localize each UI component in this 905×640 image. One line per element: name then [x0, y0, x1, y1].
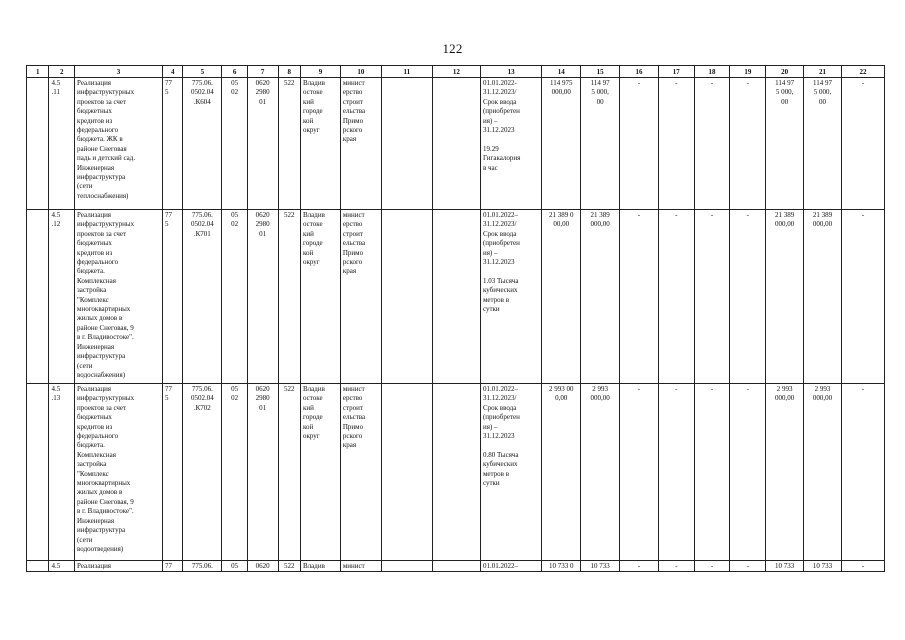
col-header-8: 8 [278, 66, 300, 78]
cell-col19: - [730, 561, 766, 572]
cell-col22: - [841, 78, 884, 210]
cell-municipality: Владив остоке кий городе кой округ [301, 384, 341, 561]
cell-amount-15: 114 97 5 000, 00 [581, 78, 620, 210]
cell-col4: 77 5 [162, 210, 182, 384]
cell-responsible: минист ерство строит ельства Примо рского края [340, 78, 381, 210]
cell-amount-20: 21 389 000,00 [766, 210, 804, 384]
cell-col1 [27, 561, 49, 572]
cell-code: 775.06. 0502.04 .К604 [183, 78, 222, 210]
cell-expense-type: 522 [278, 384, 300, 561]
cell-target-article: 0620 [247, 561, 278, 572]
table-row [27, 561, 885, 572]
cell-col19: - [730, 78, 766, 210]
cell-col22: - [841, 384, 884, 561]
cell-col4: 77 5 [162, 384, 182, 561]
cell-deadline: 01.01.2022- 31.12.2023/ Срок ввода (приобретен ия) – 31.12.2023 19.29 Гигакалория в час [480, 78, 541, 210]
col-header-3: 3 [75, 66, 163, 78]
cell-amount-20: 10 733 [766, 561, 804, 572]
cell-expense-type: 522 [278, 78, 300, 210]
cell-amount-21: 114 97 5 000, 00 [804, 78, 842, 210]
cell-deadline: 01.01.2022– 31.12.2023/ Срок ввода (приобретен ия) – 31.12.2023 0.80 Тысяча кубических метров в сутки [480, 384, 541, 561]
table-row [27, 210, 885, 384]
cell-amount-21: 2 993 000,00 [804, 384, 842, 561]
cell-amount-14: 21 389 0 00,00 [542, 210, 581, 384]
cell-item-number: 4.5 .12 [49, 210, 75, 384]
cell-col18: - [694, 210, 730, 384]
cell-amount-20: 114 97 5 000, 00 [766, 78, 804, 210]
col-header-14: 14 [542, 66, 581, 78]
col-header-16: 16 [620, 66, 659, 78]
cell-col17: - [658, 561, 694, 572]
col-header-13: 13 [480, 66, 541, 78]
cell-code: 775.06. 0502.04 .К701 [183, 210, 222, 384]
cell-amount-14: 10 733 0 [542, 561, 581, 572]
cell-target-article: 0620 2980 01 [247, 210, 278, 384]
cell-section: 05 02 [222, 210, 248, 384]
cell-col16: - [620, 561, 659, 572]
col-header-9: 9 [301, 66, 341, 78]
cell-amount-15: 21 389 000,00 [581, 210, 620, 384]
cell-responsible: минист ерство строит ельства Примо рского края [340, 384, 381, 561]
cell-amount-20: 2 993 000,00 [766, 384, 804, 561]
col-header-12: 12 [432, 66, 480, 78]
cell-col17: - [658, 384, 694, 561]
header-row [27, 66, 885, 78]
cell-municipality: Владив остоке кий городе кой округ [301, 78, 341, 210]
cell-col22: - [841, 210, 884, 384]
col-header-1: 1 [27, 66, 49, 78]
cell-col16: - [620, 210, 659, 384]
cell-deadline: 01.01.2022– 31.12.2023/ Срок ввода (приобретен ия) – 31.12.2023 1.03 Тысяча кубических метров в сутки [480, 210, 541, 384]
cell-project-name: Реализация инфраструктурных проектов за счет бюджетных кредитов из федерального бюджета. ЖК в районе Снеговая падь и детский сад. Инженерная инфраструктура (сети теплоснабжения) [75, 78, 163, 210]
cell-col4: 77 5 [162, 78, 182, 210]
cell-col12 [432, 561, 480, 572]
page-number: 122 [442, 41, 463, 56]
cell-col19: - [730, 210, 766, 384]
cell-col18: - [694, 561, 730, 572]
cell-project-name: Реализация инфраструктурных проектов за счет бюджетных кредитов из федерального бюджета. Комплексная застройка "Комплекс многоквартирных жилых домов в районе Снеговая, 9 в г. Владивостоке". Инженерная инфраструктура (сети водоотведения) [75, 384, 163, 561]
cell-municipality: Владив [301, 561, 341, 572]
cell-target-article: 0620 2980 01 [247, 384, 278, 561]
col-header-15: 15 [581, 66, 620, 78]
cell-amount-15: 10 733 [581, 561, 620, 572]
cell-col4: 77 [162, 561, 182, 572]
cell-col1 [27, 210, 49, 384]
col-header-20: 20 [766, 66, 804, 78]
cell-amount-14: 2 993 00 0,00 [542, 384, 581, 561]
cell-amount-21: 21 389 000,00 [804, 210, 842, 384]
cell-responsible: минист ерство строит ельства Примо рского края [340, 210, 381, 384]
cell-section: 05 02 [222, 78, 248, 210]
col-header-17: 17 [658, 66, 694, 78]
cell-col16: - [620, 384, 659, 561]
col-header-21: 21 [804, 66, 842, 78]
cell-col22: - [841, 561, 884, 572]
cell-deadline: 01.01.2022– [480, 561, 541, 572]
table-row [27, 384, 885, 561]
cell-responsible: минист [340, 561, 381, 572]
col-header-11: 11 [381, 66, 432, 78]
cell-col18: - [694, 78, 730, 210]
cell-col11 [381, 384, 432, 561]
col-header-18: 18 [694, 66, 730, 78]
table-row [27, 78, 885, 210]
cell-col11 [381, 561, 432, 572]
cell-code: 775.06. 0502.04 .К702 [183, 384, 222, 561]
cell-col17: - [658, 78, 694, 210]
cell-project-name: Реализация инфраструктурных проектов за счет бюджетных кредитов из федерального бюджета. Комплексная застройка "Комплекс многоквартирных жилых домов в районе Снеговая, 9 в г. Владивостоке". Инженерная инфраструктура (сети водоснабжения) [75, 210, 163, 384]
cell-col12 [432, 210, 480, 384]
cell-amount-14: 114 975 000,00 [542, 78, 581, 210]
cell-section: 05 [222, 561, 248, 572]
cell-col12 [432, 78, 480, 210]
cell-col1 [27, 384, 49, 561]
col-header-22: 22 [841, 66, 884, 78]
cell-item-number: 4.5 .13 [49, 384, 75, 561]
cell-col11 [381, 78, 432, 210]
col-header-7: 7 [247, 66, 278, 78]
cell-col12 [432, 384, 480, 561]
cell-amount-21: 10 733 [804, 561, 842, 572]
col-header-5: 5 [183, 66, 222, 78]
cell-section: 05 02 [222, 384, 248, 561]
cell-col19: - [730, 384, 766, 561]
cell-project-name: Реализация [75, 561, 163, 572]
cell-target-article: 0620 2980 01 [247, 78, 278, 210]
col-header-19: 19 [730, 66, 766, 78]
cell-expense-type: 522 [278, 561, 300, 572]
cell-item-number: 4.5 [49, 561, 75, 572]
cell-col1 [27, 78, 49, 210]
cell-col17: - [658, 210, 694, 384]
col-header-2: 2 [49, 66, 75, 78]
cell-municipality: Владив остоке кий городе кой округ [301, 210, 341, 384]
cell-expense-type: 522 [278, 210, 300, 384]
cell-col16: - [620, 78, 659, 210]
register-table [26, 65, 885, 572]
col-header-10: 10 [340, 66, 381, 78]
cell-amount-15: 2 993 000,00 [581, 384, 620, 561]
col-header-4: 4 [162, 66, 182, 78]
cell-col18: - [694, 384, 730, 561]
cell-item-number: 4.5 .11 [49, 78, 75, 210]
cell-code: 775.06. [183, 561, 222, 572]
col-header-6: 6 [222, 66, 248, 78]
cell-col11 [381, 210, 432, 384]
